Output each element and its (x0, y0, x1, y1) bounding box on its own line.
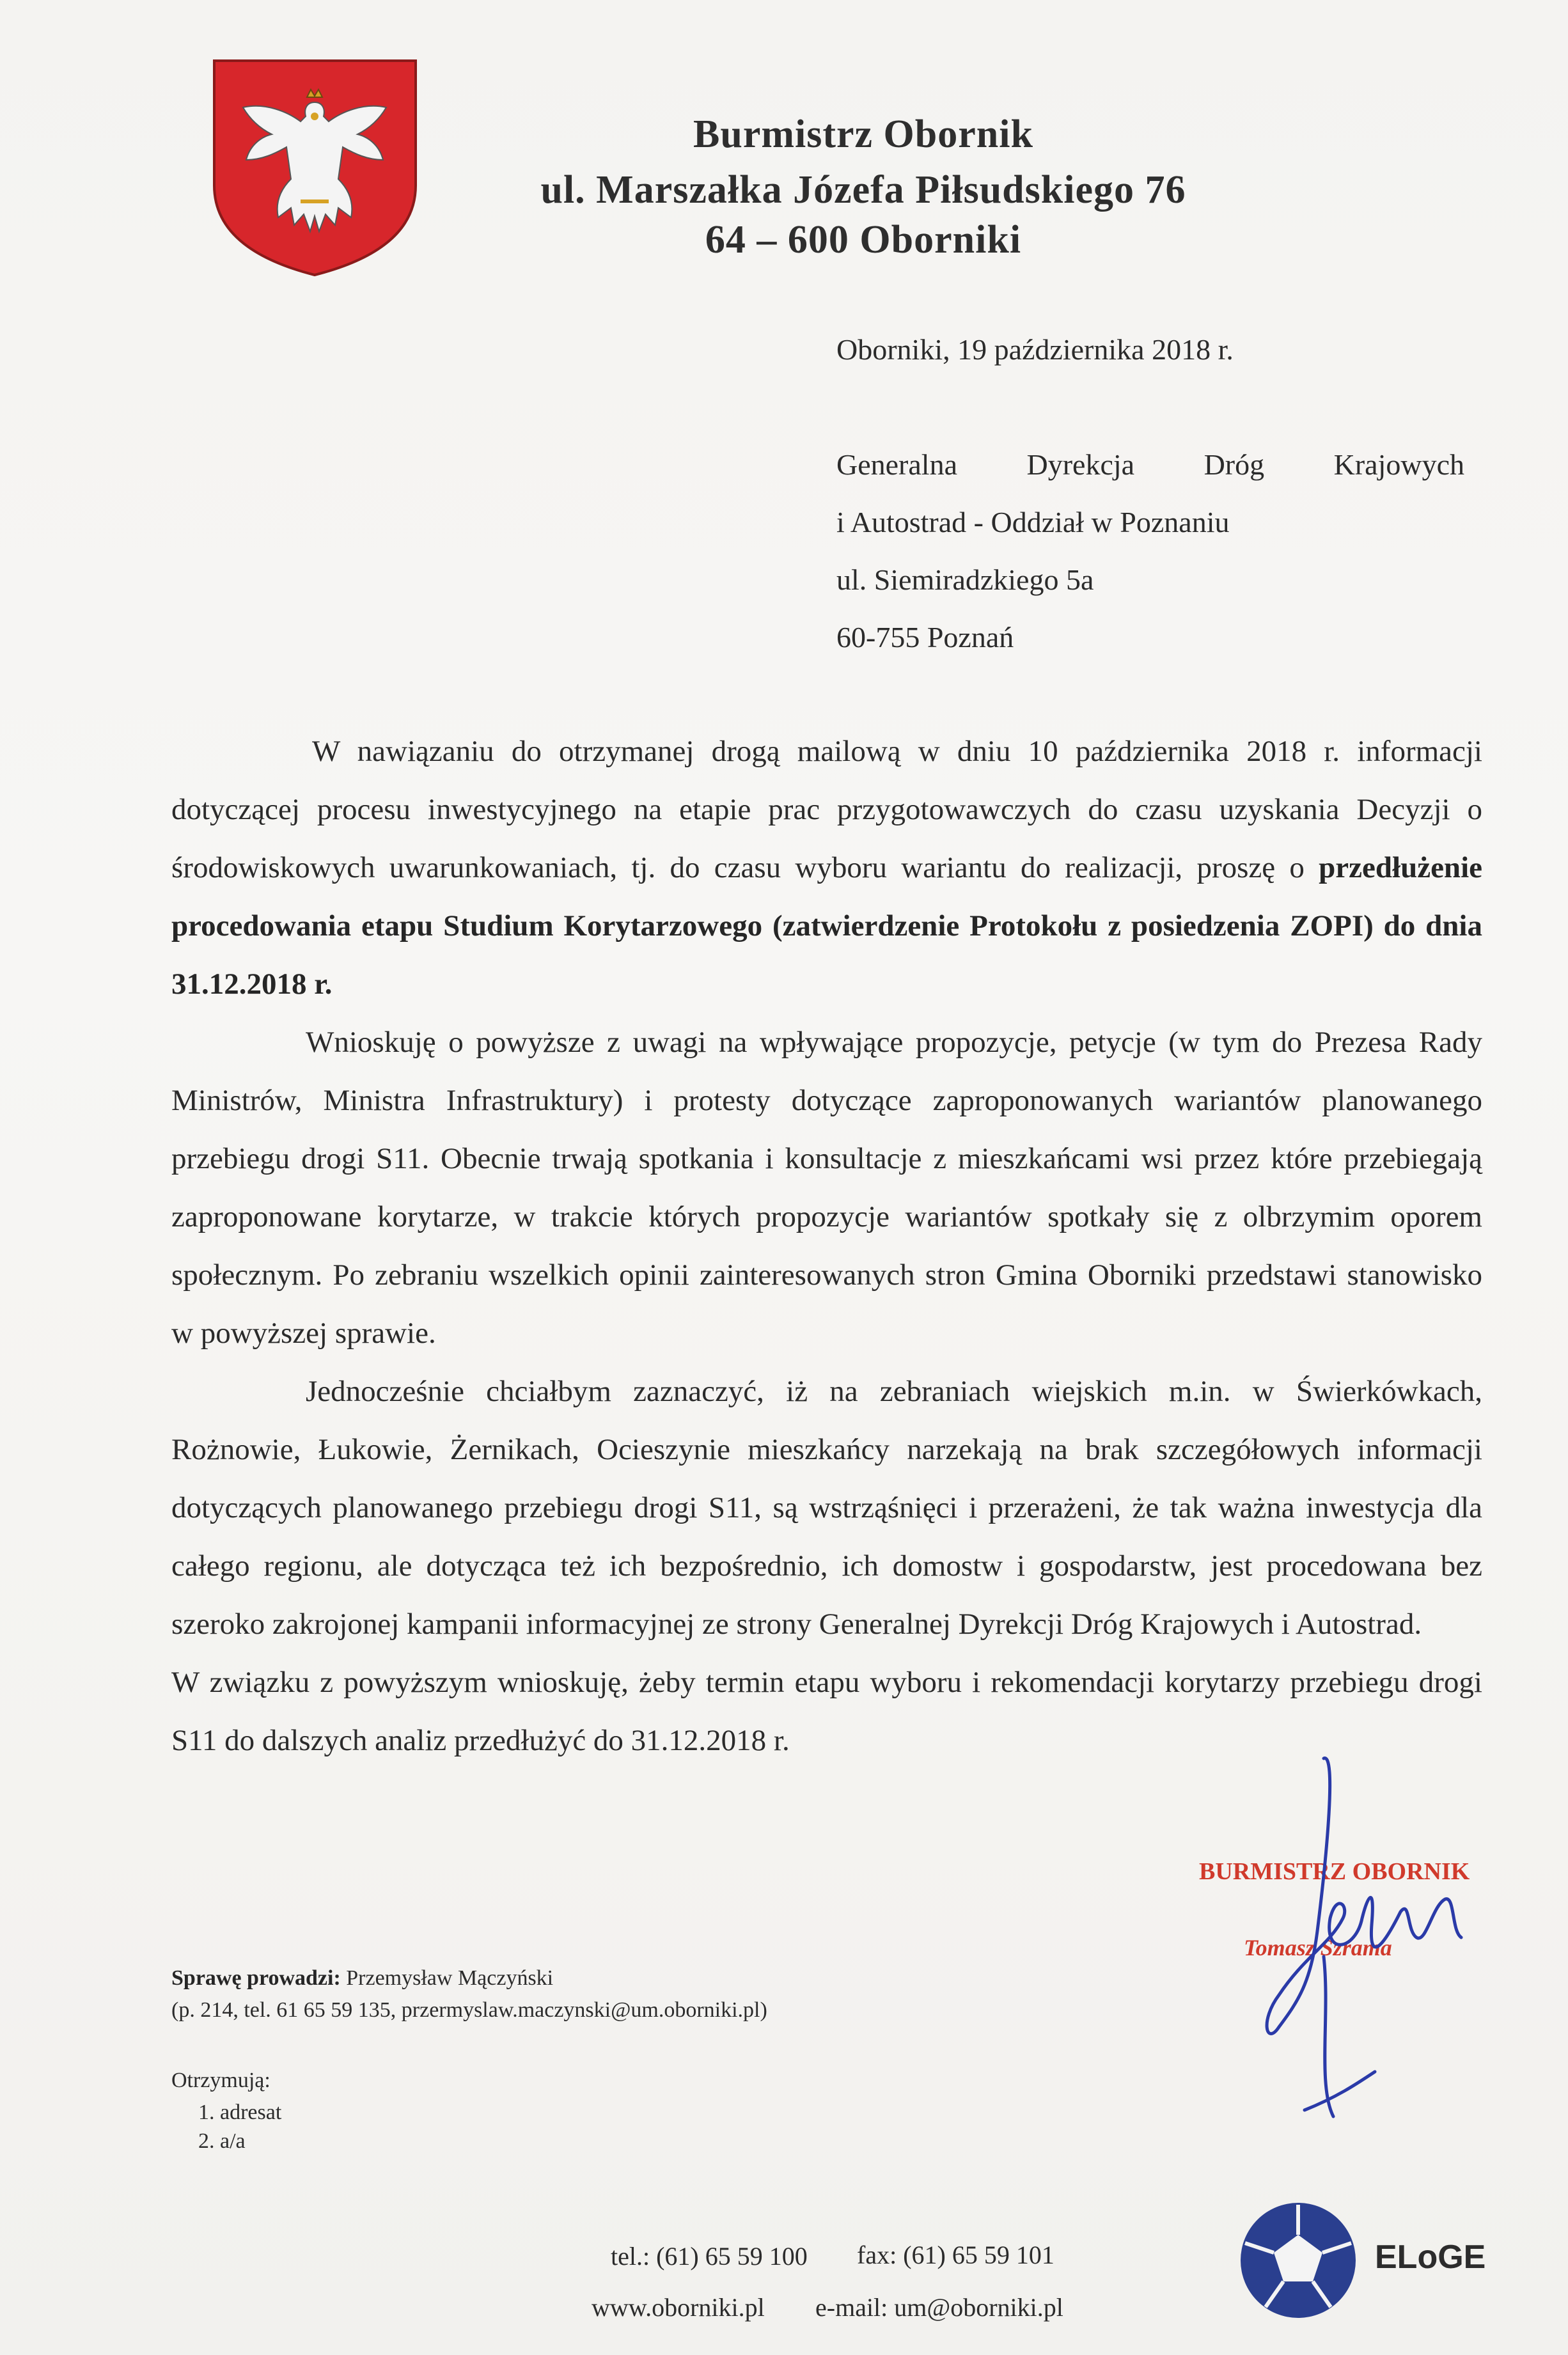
signature-icon (1241, 1726, 1509, 2142)
sender-street: ul. Marszałka Józefa Piłsudskiego 76 (540, 168, 1186, 212)
paragraph-2: Wnioskuję o powyższe z uwagi na wpływające propozycje, petycje (w tym do Prezesa Rady Ministrów, Ministra Infrastruktury) i protesty dotyczące zaproponowanych wariantów planowanego przebiegu drogi S11. Obecnie trwają spotkania i konsultacje z mieszkańcami wsi przez które przebiegają zaproponowane korytarze, w trakcie których propozycje wariantów spotkały się z olbrzymim oporem społecznym. Po zebraniu wszelkich opinii zainteresowanych stron Gmina Oborniki przedstawi stanowisko w powyższej sprawie. (171, 1026, 1482, 1350)
stamp-name: Tomasz Szrama (1244, 1935, 1392, 1960)
handler-name: Przemysław Mączyński (340, 1966, 554, 1990)
recipient-line-2: i Autostrad - Oddział w Poznaniu (836, 506, 1230, 538)
footer-email: e-mail: um@oborniki.pl (815, 2293, 1063, 2322)
footer-www: www.oborniki.pl (592, 2293, 765, 2322)
footer-tel: tel.: (61) 65 59 100 (611, 2242, 808, 2271)
recipient-line-4: 60-755 Poznań (836, 621, 1014, 653)
recipient-line-3: ul. Siemiradzkiego 5a (836, 563, 1094, 596)
eloge-logo-icon (1237, 2200, 1359, 2321)
paragraph-1-text: W nawiązaniu do otrzymanej drogą mailową w dniu 10 października 2018 r. informacji dotyczącej procesu inwestycyjnego na etapie prac przygotowawczych do czasu uzyskania Decyzji o środowiskowych uwarunkowaniach, tj. do czasu wyboru wariantu do realizacji, proszę o (171, 735, 1482, 884)
letter-body (171, 723, 1482, 1770)
sender-city: 64 – 600 Oborniki (705, 218, 1022, 262)
stamp-title: BURMISTRZ OBORNIK (1199, 1858, 1470, 1885)
letter-date: Oborniki, 19 października 2018 r. (836, 333, 1234, 366)
paragraph-3: Jednocześnie chciałbym zaznaczyć, iż na zebraniach wiejskich m.in. w Świerkówkach, Rożnowie, Łukowie, Żernikach, Ocieszynie mieszkańcy narzekają na brak szczegółowych informacji dotyczących planowanego przebiegu drogi S11, są wstrząśnięci i przerażeni, że tak ważna inwestycja dla całego regionu, ale dotycząca też ich bezpośrednio, ich domostw i gospodarstw, jest procedowana bez szeroko zakrojonej kampanii informacyjnej ze strony Generalnej Dyrekcji Dróg Krajowych i Autostrad. (171, 1375, 1482, 1641)
paragraph-1 (171, 723, 1482, 1013)
footer-fax: fax: (61) 65 59 101 (857, 2241, 1054, 2269)
paragraph-4: W związku z powyższym wnioskuję, żeby termin etapu wyboru i rekomendacji korytarzy przebiegu drogi S11 do dalszych analiz przedłużyć do 31.12.2018 r. (171, 1666, 1482, 1757)
recipient-item: 1. adresat (198, 2101, 282, 2124)
recipient-item: 2. a/a (198, 2129, 246, 2153)
handler-label: Sprawę prowadzi: (171, 1966, 341, 1990)
handler-info (171, 1966, 553, 1991)
recipient-line-1: Generalna Dyrekcja Dróg Krajowych (836, 448, 1464, 481)
recipients-label: Otrzymują: (171, 2069, 270, 2092)
eloge-logo-text: ELoGE (1375, 2239, 1486, 2276)
paragraph-1-bold: przedłużenie procedowania etapu Studium Korytarzowego (zatwierdzenie Protokołu z posiedzenia ZOPI) do dnia 31.12.2018 r. (171, 851, 1482, 1001)
handler-contact: (p. 214, tel. 61 65 59 135, przermyslaw.maczynski@um.oborniki.pl) (171, 1998, 767, 2022)
sender-title: Burmistrz Obornik (693, 113, 1033, 156)
